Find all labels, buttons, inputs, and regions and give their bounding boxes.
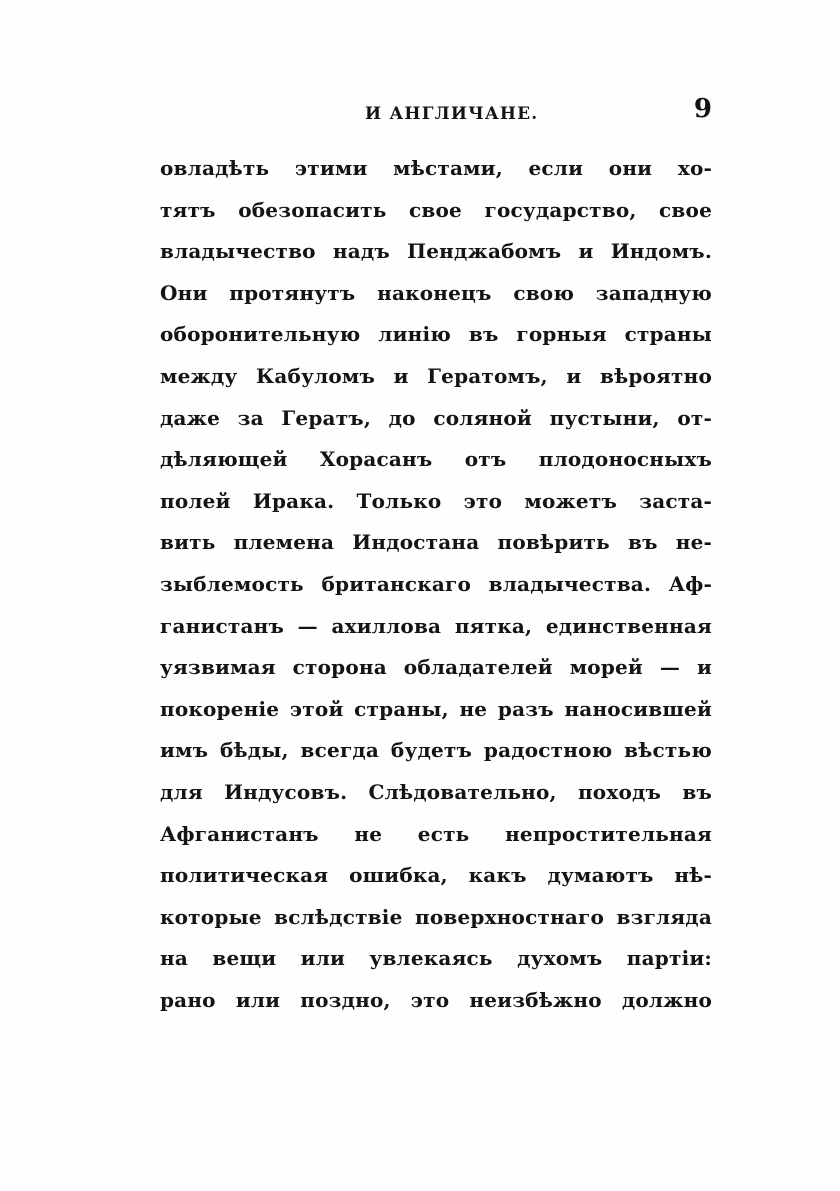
text-line: овладѣть этими мѣстами, если они хо- — [160, 156, 712, 180]
text-line: для Индусовъ. Слѣдовательно, походъ въ — [160, 779, 712, 804]
text-line: имъ бѣды, всегда будетъ радостною вѣстью — [160, 738, 712, 763]
text-line: политическая ошибка, какъ думаютъ нѣ- — [160, 863, 712, 888]
text-line: тятъ обезопасить свое государство, свое — [160, 197, 712, 222]
text-line: Они протянутъ наконецъ свою западную — [160, 280, 712, 305]
text-line: Афганистанъ не есть непростительная — [160, 821, 712, 846]
text-line: которые вслѣдствіе поверхностнаго взгляда — [160, 904, 712, 929]
text-line: покореніе этой страны, не разъ наносившей — [160, 696, 712, 721]
text-line: между Кабуломъ и Гератомъ, и вѣроятно — [160, 363, 712, 388]
page-number: 9 — [693, 94, 712, 124]
text-line: на вещи или увлекаясь духомъ партіи: — [160, 946, 712, 971]
text-line: рано или поздно, это неизбѣжно должно — [160, 987, 712, 1012]
text-line: зыблемость британскаго владычества. Аф- — [160, 571, 712, 596]
running-head: И АНГЛИЧАНЕ. — [365, 104, 539, 124]
text-line: вить племена Индостана повѣрить въ не- — [160, 530, 712, 555]
text-line: дѣляющей Хорасанъ отъ плодоносныхъ — [160, 447, 712, 472]
page-header — [160, 94, 712, 138]
body-text — [160, 148, 712, 1021]
text-line: даже за Гератъ, до соляной пустыни, от- — [160, 405, 712, 430]
text-line: ганистанъ — ахиллова пятка, единственная — [160, 613, 712, 638]
text-line: полей Ирака. Только это можетъ заста- — [160, 488, 712, 513]
text-line: уязвимая сторона обладателей морей — и — [160, 655, 712, 680]
text-line: оборонительную линію въ горныя страны — [160, 322, 712, 347]
text-line: владычество надъ Пенджабомъ и Индомъ. — [160, 239, 712, 264]
